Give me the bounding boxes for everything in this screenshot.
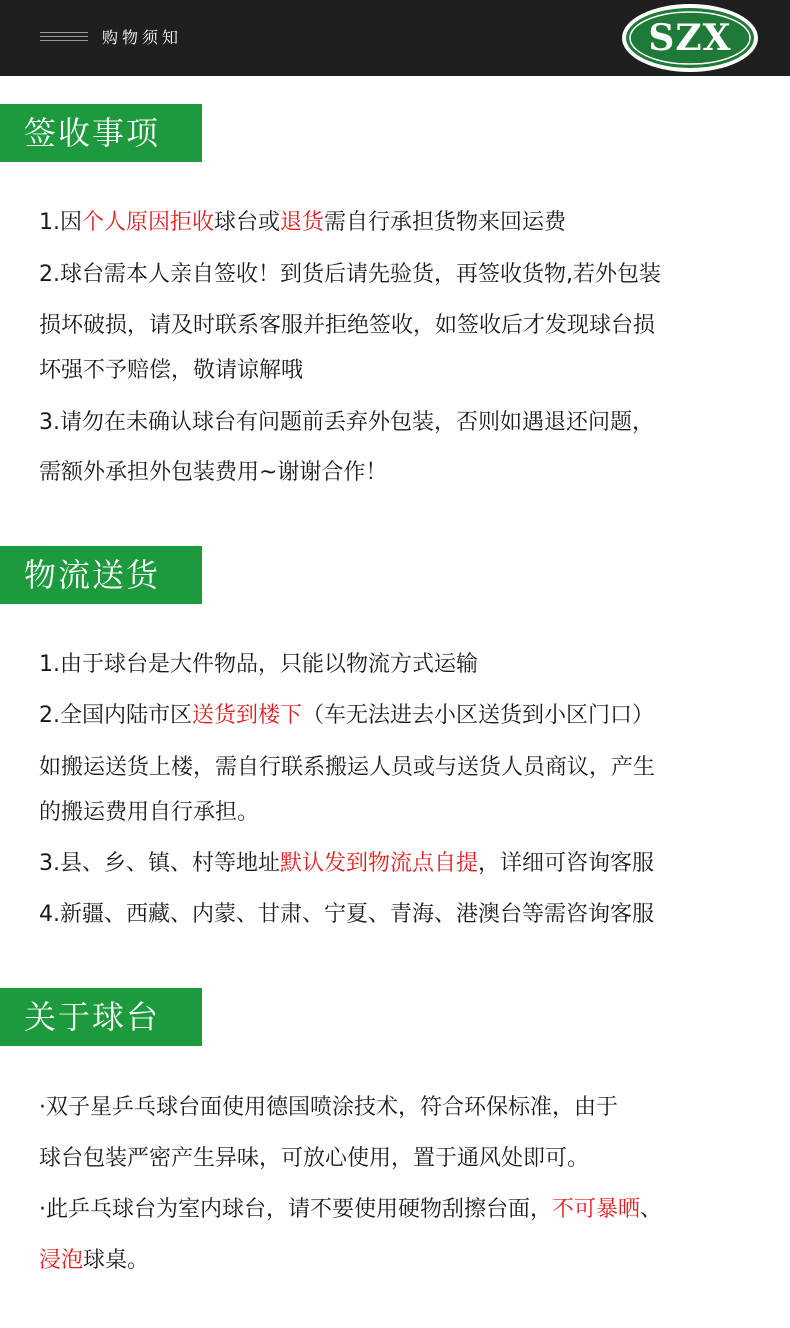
text-line: 浸泡球桌。 — [39, 1248, 150, 1273]
section-title-signing: 签收事项 — [0, 104, 202, 162]
text-line: 3.县、乡、镇、村等地址默认发到物流点自提，详细可咨询客服 — [39, 851, 655, 876]
page-title: 购物须知 — [102, 28, 183, 47]
header-bar — [0, 0, 790, 76]
menu-lines-icon — [40, 32, 88, 44]
text-line: 1.由于球台是大件物品，只能以物流方式运输 — [39, 652, 478, 677]
section-title-logistics: 物流送货 — [0, 546, 202, 604]
text-line: 需额外承担外包装费用~谢谢合作！ — [39, 460, 388, 485]
text-line: 2.全国内陆市区送货到楼下（车无法进去小区送货到小区门口） — [39, 703, 655, 728]
text-line: ·此乒乓球台为室内球台，请不要使用硬物刮擦台面，不可暴晒、 — [39, 1197, 663, 1222]
text-line: 2.球台需本人亲自签收！到货后请先验货，再签收货物,若外包装 — [39, 262, 661, 287]
logo-text: SZX — [648, 17, 732, 59]
text-line: 4.新疆、西藏、内蒙、甘肃、宁夏、青海、港澳台等需咨询客服 — [39, 902, 654, 927]
text-line: 坏强不予赔偿，敬请谅解哦 — [39, 358, 304, 383]
text-line: 的搬运费用自行承担。 — [39, 800, 260, 825]
szx-logo — [620, 2, 760, 74]
text-line: ·双子星乒乓球台面使用德国喷涂技术，符合环保标准，由于 — [39, 1095, 618, 1120]
text-line: 如搬运送货上楼，需自行联系搬运人员或与送货人员商议，产生 — [39, 755, 656, 780]
text-line: 3.请勿在未确认球台有问题前丢弃外包装，否则如遇退还问题， — [39, 410, 654, 435]
text-line: 球台包装严密产生异味，可放心使用，置于通风处即可。 — [39, 1146, 590, 1171]
section-title-table: 关于球台 — [0, 988, 202, 1046]
text-line: 1.因个人原因拒收球台或退货需自行承担货物来回运费 — [39, 210, 567, 235]
text-line: 损坏破损，请及时联系客服并拒绝签收，如签收后才发现球台损 — [39, 313, 656, 338]
